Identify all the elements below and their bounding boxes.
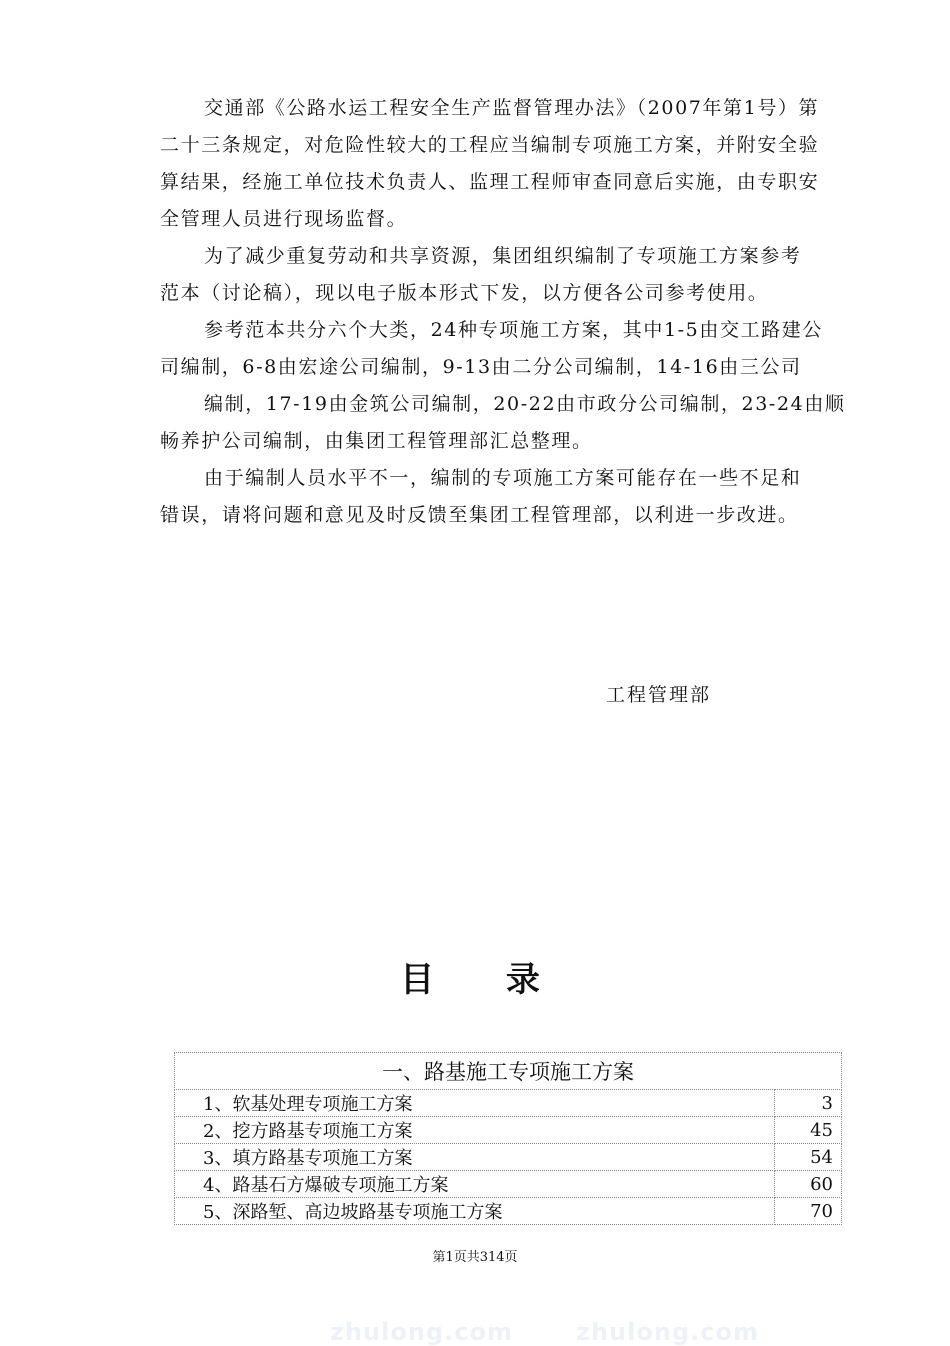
toc-section-row [175,1053,842,1090]
toc-item-label[interactable]: 1、软基处理专项施工方案 [175,1090,775,1117]
toc-section-title[interactable]: 一、路基施工专项施工方案 [175,1053,842,1090]
text-line: 编制，17-19由金筑公司编制，20-22由市政分公司编制，23-24由顺 [204,393,846,415]
toc-item-label[interactable]: 5、深路堑、高边坡路基专项施工方案 [175,1198,775,1225]
toc-item-page: 54 [775,1144,842,1171]
intro-paragraph-1 [160,90,860,238]
toc-item-page: 60 [775,1171,842,1198]
toc-row[interactable] [175,1198,842,1225]
toc-title: 目 录 [400,960,570,1000]
toc-item-page: 3 [775,1090,842,1117]
toc-item-label[interactable]: 2、挖方路基专项施工方案 [175,1117,775,1144]
text-line: 范本（讨论稿），现以电子版本形式下发，以方便各公司参考使用。 [160,282,769,304]
text-line: 二十三条规定，对危险性较大的工程应当编制专项施工方案，并附安全验 [160,134,820,156]
text-line: 司编制，6-8由宏途公司编制，9-13由二分公司编制，14-16由三公司 [160,356,802,378]
text-line: 由于编制人员水平不一，编制的专项施工方案可能存在一些不足和 [204,467,802,489]
text-line: 错误，请将问题和意见及时反馈至集团工程管理部，以利进一步改进。 [160,504,799,526]
text-line: 参考范本共分六个大类，24种专项施工方案，其中1-5由交工路建公 [204,319,823,341]
text-line: 畅养护公司编制，由集团工程管理部汇总整理。 [160,430,593,452]
intro-paragraph-4 [160,460,860,534]
watermark: zhulong.com [330,1318,513,1346]
toc-item-page: 45 [775,1117,842,1144]
toc-row[interactable] [175,1090,842,1117]
toc-item-label[interactable]: 4、路基石方爆破专项施工方案 [175,1171,775,1198]
intro-paragraph-2 [160,238,860,312]
intro-paragraph-3 [160,312,860,460]
toc-table [174,1052,842,1225]
signature-department: 工程管理部 [606,684,712,706]
toc-item-page: 70 [775,1198,842,1225]
text-line: 算结果，经施工单位技术负责人、监理工程师审查同意后实施，由专职安 [160,171,820,193]
watermark: zhulong.com [576,1318,759,1346]
toc-item-label[interactable]: 3、填方路基专项施工方案 [175,1144,775,1171]
toc-row[interactable] [175,1171,842,1198]
page-footer: 第1页共314页 [432,1250,518,1265]
text-line: 交通部《公路水运工程安全生产监督管理办法》（2007年第1号）第 [204,97,820,119]
text-line: 全管理人员进行现场监督。 [160,208,408,230]
toc-row[interactable] [175,1117,842,1144]
text-line: 为了减少重复劳动和共享资源，集团组织编制了专项施工方案参考 [204,245,802,267]
toc-row[interactable] [175,1144,842,1171]
